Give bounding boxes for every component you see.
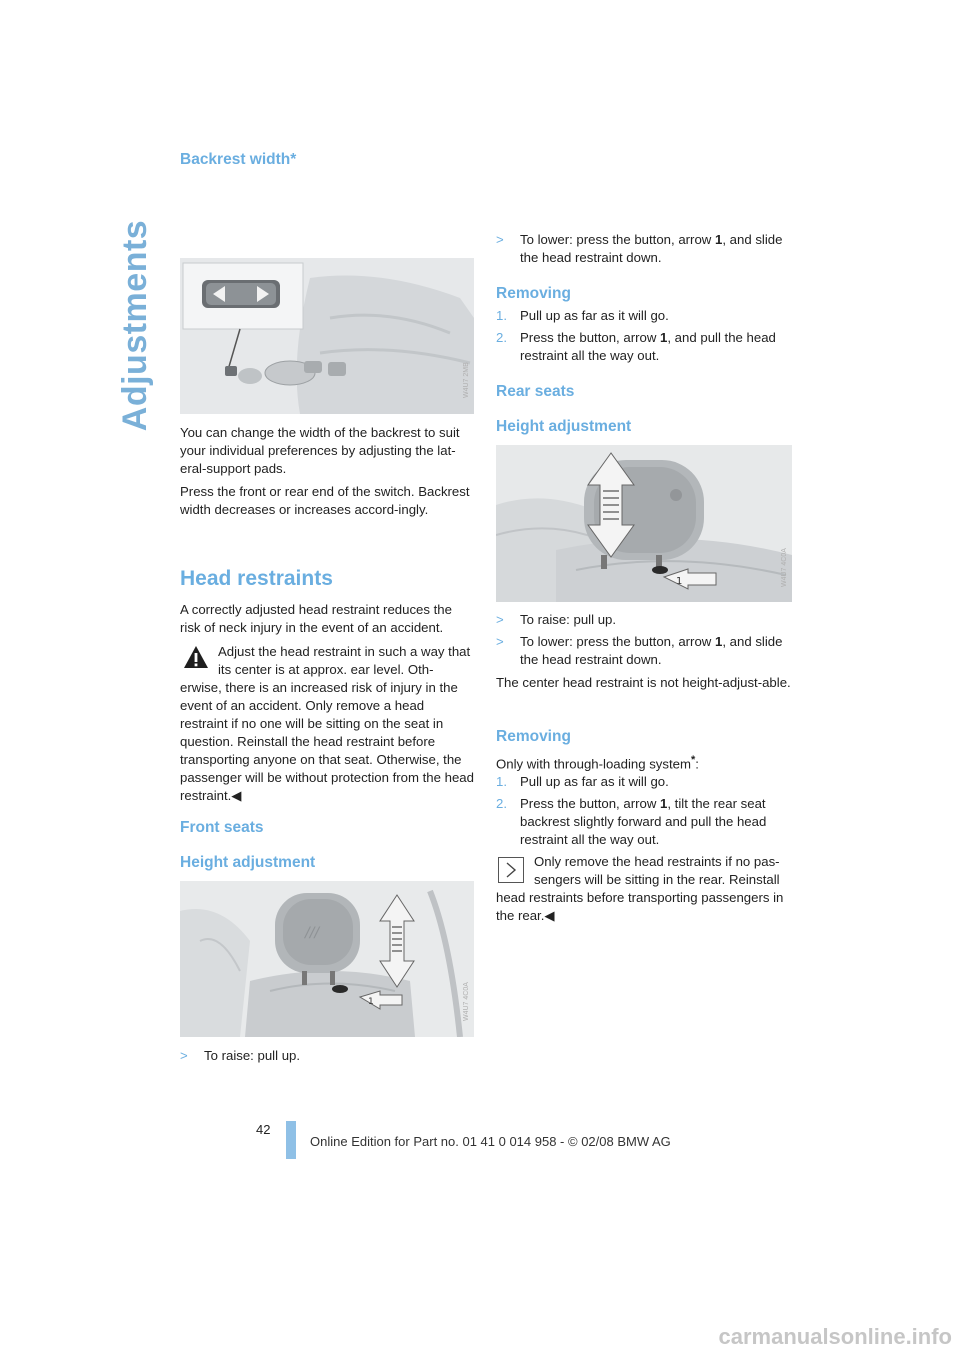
step-1 [496,307,792,325]
note-icon [498,857,524,883]
warning-icon [183,645,209,669]
center-restraint-note: The center head restraint is not height-adjust-able. [496,675,791,690]
bullet-marker: > [496,232,504,247]
bullet-marker: > [180,1048,188,1063]
svg-text:1: 1 [676,576,683,587]
bullet-text: To raise: pull up. [520,612,617,627]
step-text-b: , and pull the head restraint all the way out. [520,330,776,363]
bullet-text [520,231,792,267]
rear-height-adjustment-heading: Height adjustment [496,418,632,435]
rear-removing-heading: Removing [496,728,571,745]
footer-bar [286,1121,296,1159]
rear-step-1 [496,773,792,791]
note-text-indented: Only remove the head restraints if no pas-sengers will be sitting in the rear. Reinstall [534,854,780,887]
step-number: 2. [496,796,507,811]
figure-code: W4U7 4C0A [781,548,788,587]
step-number: 1. [496,774,507,789]
arrow-number: 1 [660,330,668,345]
bullet-lower [496,231,792,267]
only-with-line [496,751,792,773]
arrow-number: 1 [714,232,723,247]
step-text: Pull up as far as it will go. [520,774,669,789]
step-text-a: Press the button, arrow [520,330,661,345]
step-text: Pull up as far as it will go. [520,308,669,323]
rear-seats-heading: Rear seats [496,383,575,400]
bullet-text: To raise: pull up. [204,1048,301,1063]
backrest-width-heading: Backrest width* [180,151,297,168]
bullet-text-a: To lower: press the button, arrow [520,634,715,649]
optional-star: * [690,754,696,766]
chapter-tab-label: Adjustments [116,219,155,431]
arrow-number: 1 [714,634,723,649]
rear-bullet-raise [496,611,792,629]
front-head-restraint-figure [180,881,474,1037]
bullet-text [520,633,792,669]
backrest-switch-figure [180,258,474,414]
front-height-adjustment-heading: Height adjustment [180,854,316,871]
step-text [520,329,792,365]
head-restraints-intro: A correctly adjusted head restraint reduces the risk of neck injury in the event of an accident. [180,602,452,635]
bullet-text-b: , and slide the head restraint down. [520,232,783,265]
edition-note: Online Edition for Part no. 01 41 0 014 958 - © 02/08 BMW AG [310,1134,671,1149]
step-text-b: , tilt the rear seat backrest slightly forward and pull the head restraint all the way out. [520,796,767,847]
step-text-a: Press the button, arrow [520,796,661,811]
rear-bullet-lower [496,633,792,669]
rear-head-restraint-figure [496,445,792,602]
page-number: 42 [256,1122,271,1137]
step-2 [496,329,792,365]
figure-code: W4U7 2MB [463,362,470,398]
note-text: head restraints before transporting passengers in the rear.◀ [496,890,784,923]
step-number: 2. [496,330,507,345]
head-restraints-heading: Head restraints [180,567,333,590]
warning-text: erwise, there is an increased risk of injury in the event of an accident. Only remove a head restraint if no one will be sitting on the seat in question. Reinstall the head restraint before transporting anyone on that seat. Otherwise, the passenger will be without protection from the head restraint.◀ [180,680,474,803]
bullet-marker: > [496,634,504,649]
bullet-text-b: , and slide the head restraint down. [520,634,783,667]
site-watermark: carmanualsonline.info [718,1324,952,1349]
step-text [520,795,792,849]
bullet-raise [180,1047,474,1065]
svg-text:///: /// [305,925,320,941]
front-seats-heading: Front seats [180,819,264,836]
arrow-number: 1 [660,796,668,811]
step-number: 1. [496,308,507,323]
backrest-paragraph-2: Press the front or rear end of the switch. Backrest width decreases or increases accord-ingly. [180,484,470,517]
svg-text:1: 1 [368,997,374,1007]
only-with-text: Only with through-loading system [496,756,691,772]
warning-text-indented: Adjust the head restraint in such a way that its center is at approx. ear level. Oth- [218,644,471,677]
chapter-tab [116,219,155,431]
backrest-paragraph-1: You can change the width of the backrest to suit your individual preferences by adjusting the lat-eral-support pads. [180,425,460,476]
only-with-colon: : [695,756,699,772]
bullet-text-a: To lower: press the button, arrow [520,232,715,247]
rear-step-2 [496,795,792,849]
removing-heading: Removing [496,285,571,302]
figure-code: W4U7 4C0A [463,982,470,1021]
bullet-marker: > [496,612,504,627]
